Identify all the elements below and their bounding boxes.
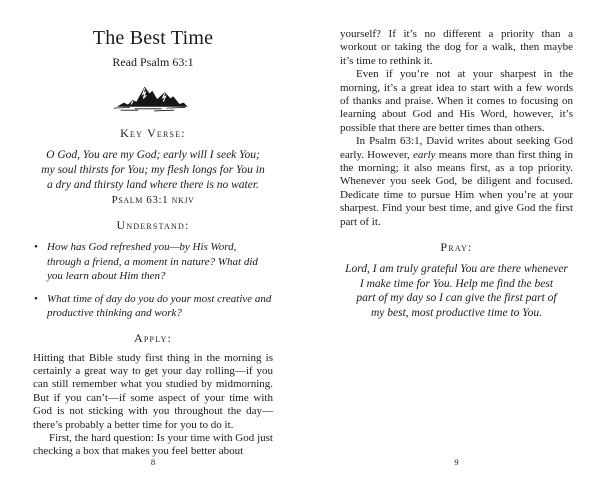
verse-line: a dry and thirsty land where there is no water. [47,179,259,191]
apply-paragraph: Hitting that Bible study first thing in the morning is certainly a great way to get your day rolling—if you can still remember what you studied by midmorning. But if you can’t—if some aspect of your time with God is not sticking with you throughout the day—there’s probably a better time for you to do it. [33,351,273,431]
paragraph-text: In Psalm 63:1, David writes about seeking God early. However, [340,135,573,161]
apply-paragraph: First, the hard question: Is your time with God just checking a box that makes you feel better about [33,431,273,458]
left-page [33,0,273,486]
apply-heading: Apply: [134,330,172,345]
page-title: The Best Time [92,27,214,49]
question-text: How has God refreshed you—by His Word, through a friend, a moment in nature? What did you learn about Him then? [47,241,258,282]
page-number-right: 9 [454,457,459,467]
mountain-range-icon [33,81,273,113]
body-paragraph [340,135,573,229]
pray-heading: Pray: [440,240,473,255]
bullet-icon: • [34,292,38,305]
key-verse-text [33,148,273,193]
prayer-line: part of my day so I can give the first part of [356,292,557,305]
understand-question-list [33,240,273,321]
bullet-icon: • [34,241,38,253]
verse-line: my soul thirsts for You; my flesh longs for You in [41,164,265,176]
prayer-line: my best, most productive time to You. [371,306,542,319]
prayer-text [340,262,573,320]
paragraph-text: means more than first thing in the morning; it also means first, as a top priority. Whenever you seek God, be diligent and focused. Dedicate time to pursue Him when you’re at your sharpest. Find your best time, and give God the first part of it. [340,148,573,228]
question-text: What time of day do you do your most creative and productive thinking and work? [47,292,272,319]
list-item [33,240,273,284]
right-page [340,0,573,486]
page-number-left: 8 [150,457,156,467]
prayer-line: I make time for You. Help me find the best [359,277,554,290]
verse-reference: Psalm 63:1 nkjv [111,194,195,206]
prayer-line: Lord, I am truly grateful You are there whenever [345,263,568,276]
list-item [33,292,273,321]
understand-heading: Understand: [116,218,190,232]
emphasized-word: early [412,148,436,161]
body-paragraph: yourself? If it’s no different a priority than a workout or taking the dog for a walk, then maybe it’s time to rethink it. [340,28,573,67]
key-verse-heading: Key Verse: [120,126,186,140]
body-paragraph: Even if you’re not at your sharpest in the morning, it’s a great idea to start with a few words of thanks and praise. When it comes to focusing on learning about God and His Word, however, it’s possible that there are better times than others. [340,68,573,134]
verse-line: O God, You are my God; early will I seek You; [46,149,260,161]
reading-reference: Read Psalm 63:1 [112,55,194,69]
